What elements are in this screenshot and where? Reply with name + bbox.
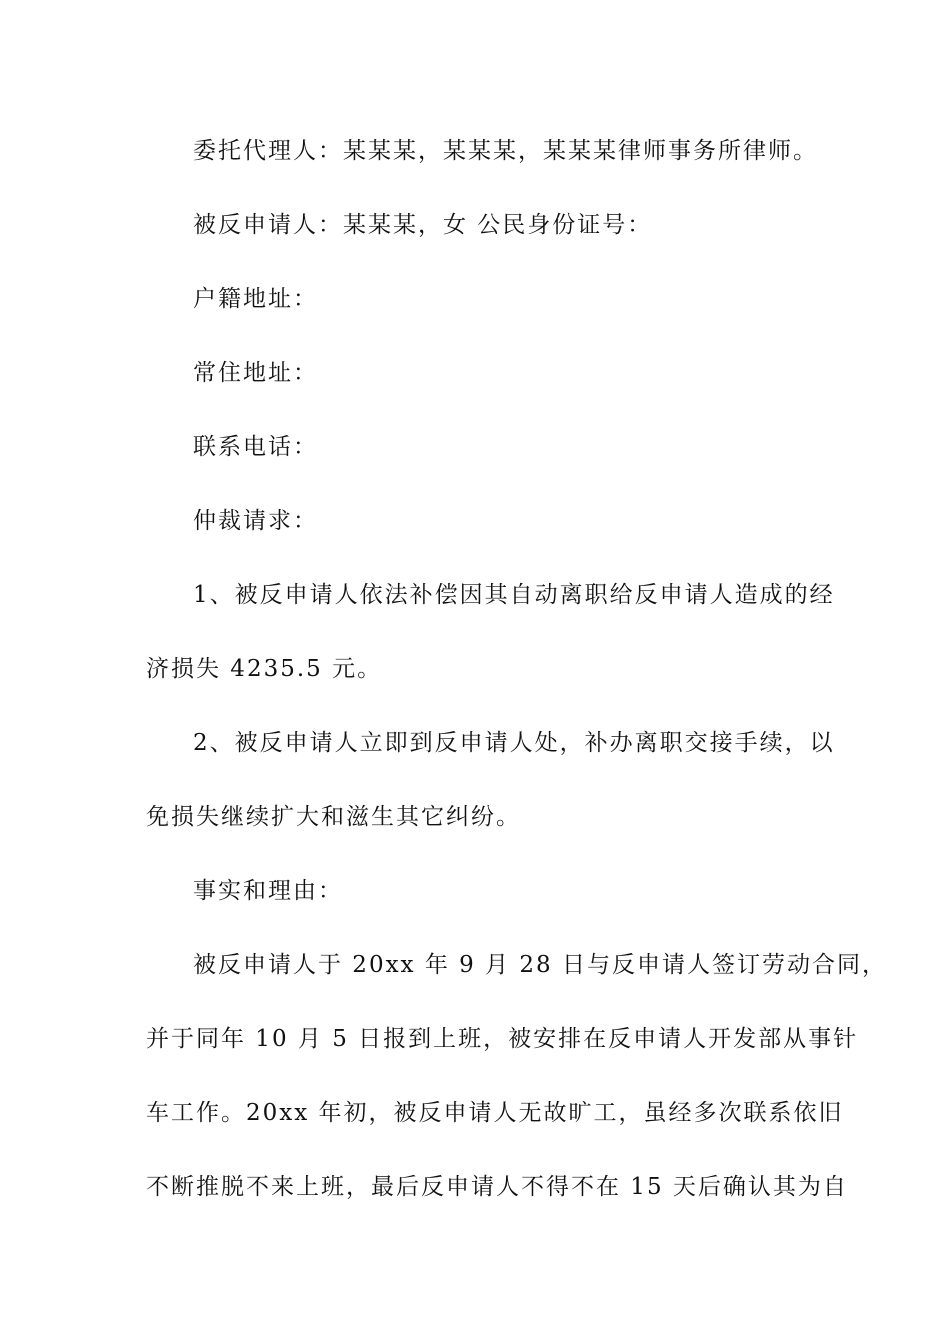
paragraph-respondent: 被反申请人：某某某，女 公民身份证号： bbox=[193, 212, 653, 238]
paragraph-phone: 联系电话： bbox=[193, 434, 318, 460]
heading-facts-reasons: 事实和理由： bbox=[193, 878, 343, 904]
claim-1-line-1: 1、被反申请人依法补偿因其自动离职给反申请人造成的经 bbox=[193, 582, 835, 608]
claim-2-line-1: 2、被反申请人立即到反申请人处，补办离职交接手续，以 bbox=[193, 730, 835, 756]
facts-line-1: 被反申请人于 20xx 年 9 月 28 日与反申请人签订劳动合同， bbox=[193, 952, 887, 978]
heading-arbitration-claims: 仲裁请求： bbox=[193, 508, 318, 534]
facts-line-4: 不断推脱不来上班，最后反申请人不得不在 15 天后确认其为自 bbox=[146, 1174, 848, 1200]
paragraph-household-address: 户籍地址： bbox=[193, 286, 318, 312]
facts-line-2: 并于同年 10 月 5 日报到上班，被安排在反申请人开发部从事针 bbox=[146, 1026, 859, 1052]
claim-1-line-2: 济损失 4235.5 元。 bbox=[146, 656, 383, 682]
paragraph-residence-address: 常住地址： bbox=[193, 360, 318, 386]
document-body bbox=[146, 128, 887, 1238]
paragraph-agent: 委托代理人：某某某，某某某，某某某律师事务所律师。 bbox=[193, 138, 818, 164]
facts-line-3: 车工作。20xx 年初，被反申请人无故旷工，虽经多次联系依旧 bbox=[146, 1100, 844, 1126]
claim-2-line-2: 免损失继续扩大和滋生其它纠纷。 bbox=[146, 804, 521, 830]
